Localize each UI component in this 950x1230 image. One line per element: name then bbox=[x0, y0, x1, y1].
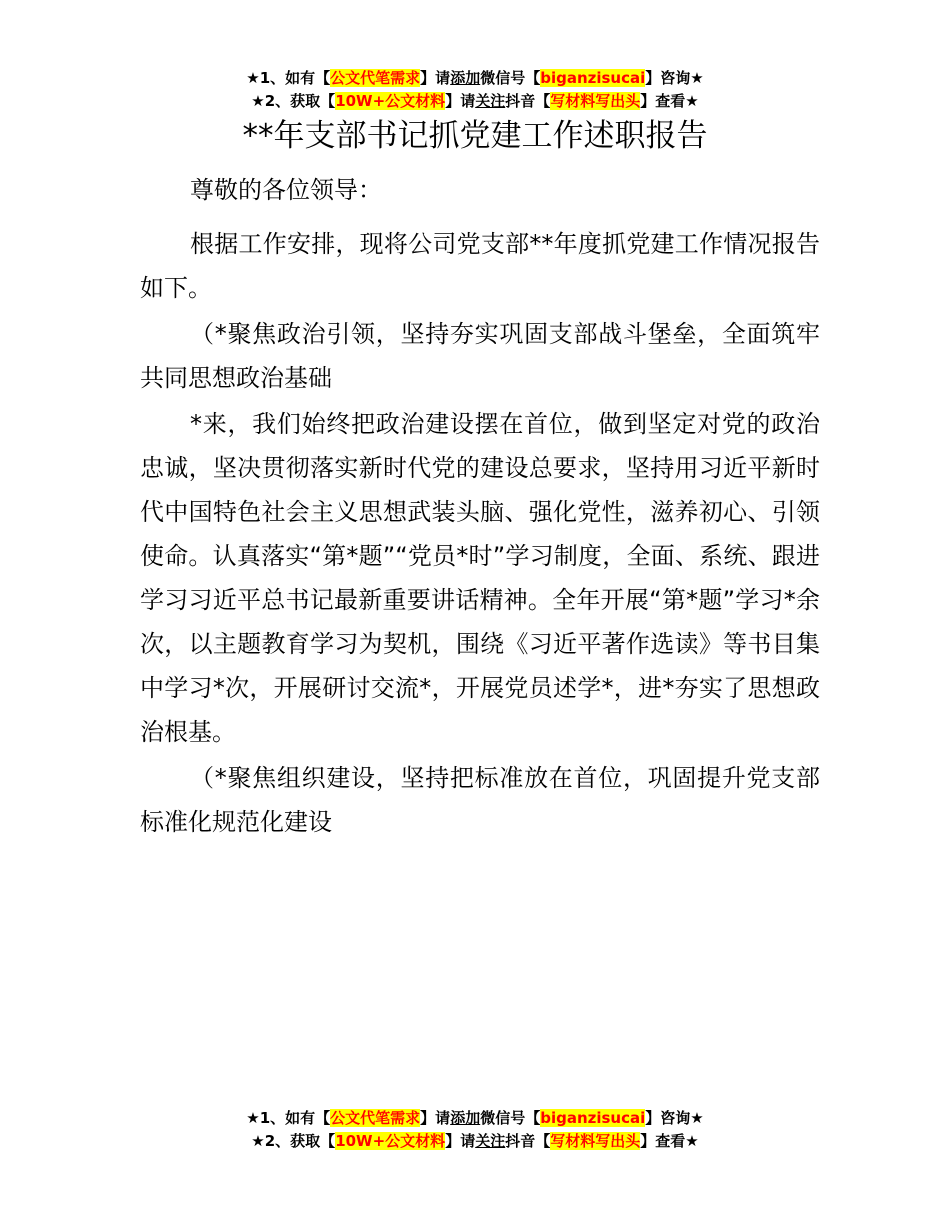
document-body bbox=[140, 168, 820, 846]
promo-text: ★1、如有【 bbox=[246, 1109, 331, 1127]
promo-text: 抖音【 bbox=[505, 92, 551, 110]
promo-line-1 bbox=[0, 67, 950, 90]
promo-text: ★1、如有【 bbox=[246, 69, 331, 87]
promo-header bbox=[0, 67, 950, 113]
promo-highlight: 公文代笔需求 bbox=[330, 69, 421, 87]
promo-text: ★2、获取【 bbox=[251, 1132, 336, 1150]
promo-text: 】查看★ bbox=[640, 1132, 699, 1150]
section-heading: （*聚焦组织建设，坚持把标准放在首位，巩固提升党支部标准化规范化建设 bbox=[140, 764, 820, 836]
promo-text: 】请 bbox=[445, 92, 476, 110]
document-title: **年支部书记抓党建工作述职报告 bbox=[242, 118, 708, 154]
promo-line-2 bbox=[0, 1130, 950, 1153]
promo-underline: 添加 bbox=[450, 1109, 481, 1127]
promo-text: 】请 bbox=[445, 1132, 476, 1150]
promo-underline: 关注 bbox=[475, 92, 506, 110]
promo-text: 】查看★ bbox=[640, 92, 699, 110]
promo-text: ★2、获取【 bbox=[251, 92, 336, 110]
promo-line-1 bbox=[0, 1107, 950, 1130]
promo-highlight: 10W+公文材料 bbox=[335, 1132, 446, 1150]
promo-highlight: 公文代笔需求 bbox=[330, 1109, 421, 1127]
section-heading: （*聚焦政治引领，坚持夯实巩固支部战斗堡垒，全面筑牢共同思想政治基础 bbox=[140, 320, 820, 392]
promo-text: 】请 bbox=[420, 69, 451, 87]
promo-text: 微信号【 bbox=[480, 69, 541, 87]
body-paragraph: 根据工作安排，现将公司党支部**年度抓党建工作情况报告如下。 bbox=[140, 230, 820, 302]
promo-underline: 添加 bbox=[450, 69, 481, 87]
promo-text: 】请 bbox=[420, 1109, 451, 1127]
promo-highlight: 10W+公文材料 bbox=[335, 92, 446, 110]
promo-text: 抖音【 bbox=[505, 1132, 551, 1150]
promo-text: 】咨询★ bbox=[645, 69, 704, 87]
promo-footer bbox=[0, 1107, 950, 1153]
promo-douyin-id: 写材料写出头 bbox=[550, 92, 641, 110]
promo-line-2 bbox=[0, 90, 950, 113]
promo-douyin-id: 写材料写出头 bbox=[550, 1132, 641, 1150]
salutation-paragraph: 尊敬的各位领导： bbox=[190, 176, 382, 204]
promo-wechat-id: biganzisucai bbox=[540, 69, 646, 87]
promo-text: 】咨询★ bbox=[645, 1109, 704, 1127]
promo-wechat-id: biganzisucai bbox=[540, 1109, 646, 1127]
body-paragraph: *来，我们始终把政治建设摆在首位，做到坚定对党的政治忠诚，坚决贯彻落实新时代党的建设总要求，坚持用习近平新时代中国特色社会主义思想武装头脑、强化党性，滋养初心、引领使命。认真落实“第*题”“党员*时”学习制度，全面、系统、跟进学习习近平总书记最新重要讲话精神。全年开展“第*题”学习*余次，以主题教育学习为契机，围绕《习近平著作选读》等书目集中学习*次，开展研讨交流*，开展党员述学*，进*夯实了思想政治根基。 bbox=[140, 410, 820, 746]
promo-text: 微信号【 bbox=[480, 1109, 541, 1127]
promo-underline: 关注 bbox=[475, 1132, 506, 1150]
